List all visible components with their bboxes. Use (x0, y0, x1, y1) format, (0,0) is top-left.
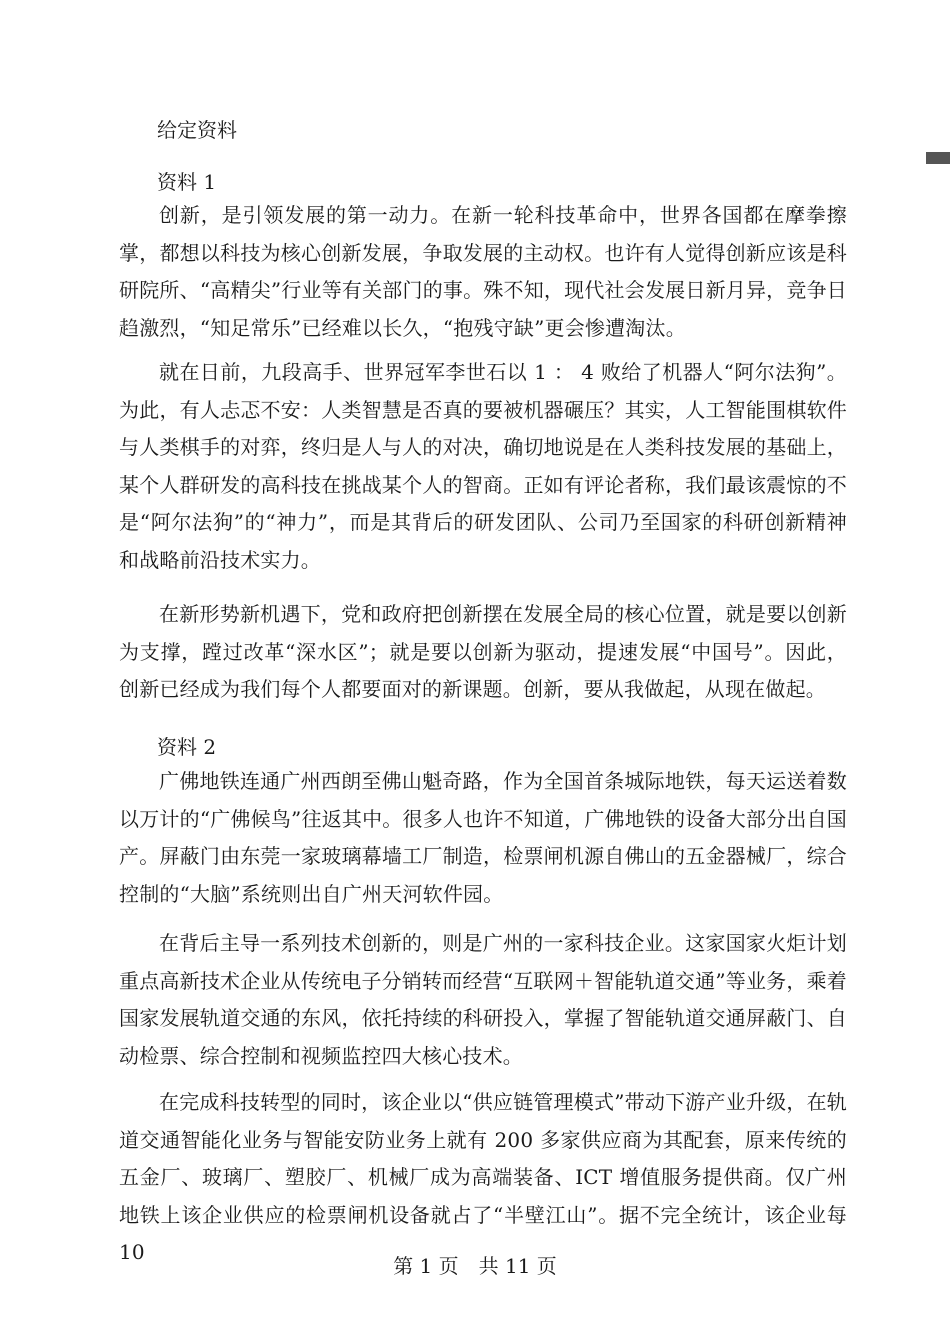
page-heading: 给定资料 (157, 118, 237, 142)
page-footer: 第 1 页 共 11 页 (393, 1254, 557, 1278)
section-title-1: 资料 1 (157, 170, 217, 194)
paragraph: 在新形势新机遇下，党和政府把创新摆在发展全局的核心位置，就是要以创新为支撑，蹚过改革“深水区”；就是要以创新为驱动，提速发展“中国号”。因此，创新已经成为我们每个人都要面对的新课题。创新，要从我做起，从现在做起。 (119, 602, 847, 701)
paragraph: 在完成科技转型的同时，该企业以“供应链管理模式”带动下游产业升级，在轨道交通智能化业务与智能安防业务上就有 200 多家供应商为其配套，原来传统的五金厂、玻璃厂、塑胶厂、机械厂成为高端装备、ICT 增值服务提供商。仅广州地铁上该企业供应的检票闸机设备就占了“半壁江山”。据不完全统计，该企业每 10 (119, 1090, 847, 1264)
paragraph: 就在日前，九段高手、世界冠军李世石以 1 ： 4 败给了机器人“阿尔法狗”。为此，有人忐忑不安：人类智慧是否真的要被机器碾压？其实，人工智能围棋软件与人类棋手的对弈，终归是人与人的对决，确切地说是在人类科技发展的基础上，某个人群研发的高科技在挑战某个人的智商。正如有评论者称，我们最该震惊的不是“阿尔法狗”的“神力”，而是其背后的研发团队、公司乃至国家的科研创新精神和战略前沿技术实力。 (119, 360, 847, 572)
paragraph: 广佛地铁连通广州西朗至佛山魁奇路，作为全国首条城际地铁，每天运送着数以万计的“广佛候鸟”往返其中。很多人也许不知道，广佛地铁的设备大部分出自国产。屏蔽门由东莞一家玻璃幕墙工厂制造，检票闸机源自佛山的五金器械厂，综合控制的“大脑”系统则出自广州天河软件园。 (119, 769, 847, 906)
page-edge-tab (926, 152, 950, 164)
paragraph: 在背后主导一系列技术创新的，则是广州的一家科技企业。这家国家火炬计划重点高新技术企业从传统电子分销转而经营“互联网＋智能轨道交通”等业务，乘着国家发展轨道交通的东风，依托持续的科研投入，掌握了智能轨道交通屏蔽门、自动检票、综合控制和视频监控四大核心技术。 (119, 931, 847, 1068)
section-title-2: 资料 2 (157, 735, 217, 759)
paragraph: 创新，是引领发展的第一动力。在新一轮科技革命中，世界各国都在摩拳擦掌，都想以科技为核心创新发展，争取发展的主动权。也许有人觉得创新应该是科研院所、“高精尖”行业等有关部门的事。殊不知，现代社会发展日新月异，竞争日趋激烈，“知足常乐”已经难以长久，“抱残守缺”更会惨遭淘汰。 (119, 203, 847, 340)
